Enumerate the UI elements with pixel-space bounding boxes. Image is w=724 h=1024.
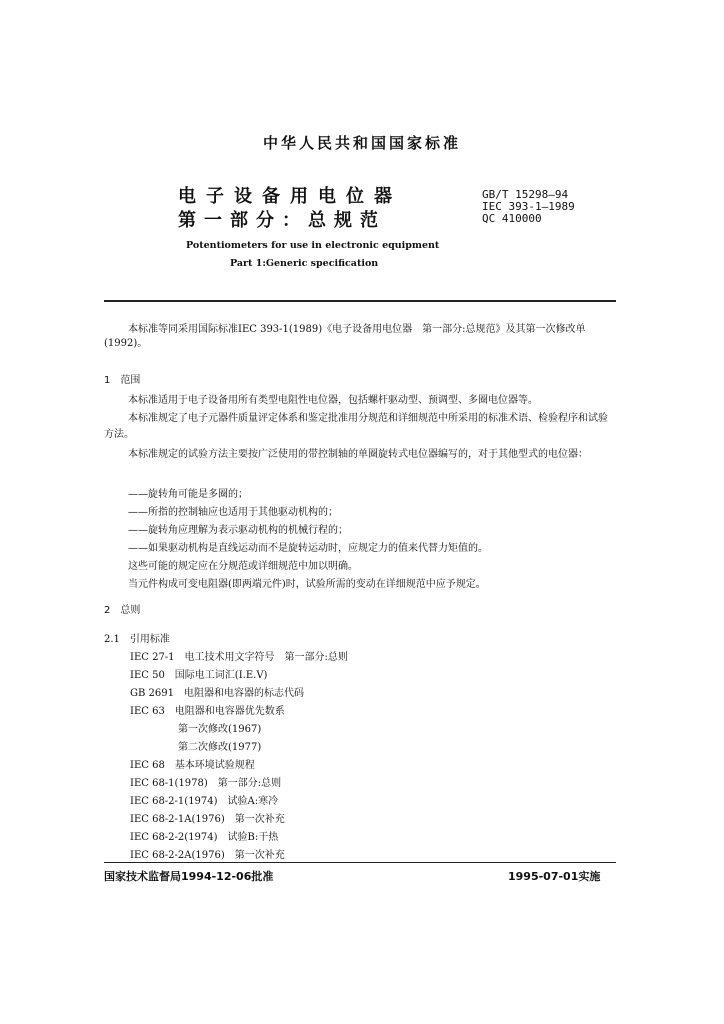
section-heading-general: 2 总则: [104, 605, 141, 616]
scope-dash-item: ——旋转角应理解为表示驱动机构的机械行程的；: [128, 525, 348, 536]
subsection-heading-references: 2.1 引用标准: [104, 634, 170, 645]
reference-item: IEC 68-2-2A(1976) 第一次补充: [130, 850, 285, 861]
reference-item: GB 2691 电阻器和电容器的标志代码: [130, 688, 304, 699]
national-standard-heading: 中华人民共和国国家标准: [262, 134, 461, 152]
standard-code-iec: IEC 393-1—1989: [482, 200, 575, 213]
implementation-date: 1995-07-01实施: [508, 870, 601, 883]
reference-item: 第二次修改(1977): [178, 742, 262, 753]
reference-item: IEC 68-2-1(1974) 试验A:寒冷: [130, 796, 279, 807]
reference-item: IEC 68-2-1A(1976) 第一次补充: [130, 814, 285, 825]
english-title: Potentiometers for use in electronic equipment: [186, 240, 440, 251]
intro-paragraph: 本标准等同采用国际标准IEC 393-1(1989)《电子设备用电位器 第一部分:总规范》及其第一次修改单(1992)。: [104, 324, 586, 349]
scope-dash-item: ——所指的控制轴应也适用于其他驱动机构的；: [128, 507, 338, 518]
document-title-line2: 第一部分：总规范: [178, 210, 386, 231]
english-subtitle: Part 1:Generic specification: [230, 258, 379, 269]
scope-paragraph-3: 本标准规定的试验方法主要按广泛使用的带控制轴的单圈旋转式电位器编写的，对于其他型式的电位器：: [128, 449, 588, 460]
standard-code-gb: GB/T 15298—94: [482, 188, 569, 201]
reference-item: IEC 68-2-2(1974) 试验B:干热: [130, 832, 279, 843]
scope-dash-item: ——旋转角可能是多圈的；: [128, 489, 248, 500]
scope-paragraph-2: 本标准规定了电子元器件质量评定体系和鉴定批准用分规范和详细规范中所采用的标准术语、检验程序和试验方法。: [104, 413, 608, 440]
reference-item: 第一次修改(1967): [178, 724, 262, 735]
header-divider: [104, 300, 616, 302]
reference-item: IEC 63 电阻器和电容器优先数系: [130, 706, 285, 717]
standard-code-qc: QC 410000: [482, 212, 542, 225]
document-title-line1: 电子设备用电位器: [178, 186, 402, 207]
footer-divider: [104, 862, 616, 863]
reference-item: IEC 50 国际电工词汇(I.E.V): [130, 670, 268, 681]
scope-paragraph-1: 本标准适用于电子设备用所有类型电阻性电位器，包括螺杆驱动型、预调型、多圈电位器等。: [128, 395, 538, 406]
reference-item: IEC 27-1 电工技术用文字符号 第一部分:总则: [130, 652, 348, 663]
scope-paragraph-4: 这些可能的规定应在分规范或详细规范中加以明确。: [128, 561, 358, 572]
reference-item: IEC 68 基本环境试验规程: [130, 760, 255, 771]
scope-dash-item: ——如果驱动机构是直线运动而不是旋转运动时，应规定力的值来代替力矩值的。: [128, 543, 488, 554]
scope-paragraph-5: 当元件构成可变电阻器(即两端元件)时，试验所需的变动在详细规范中应予规定。: [128, 579, 486, 590]
approval-date: 国家技术监督局1994-12-06批准: [104, 870, 274, 883]
section-heading-scope: 1 范围: [104, 375, 141, 386]
reference-item: IEC 68-1(1978) 第一部分:总则: [130, 778, 282, 789]
